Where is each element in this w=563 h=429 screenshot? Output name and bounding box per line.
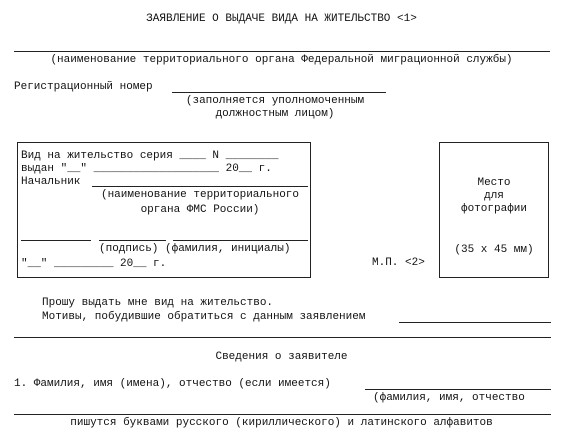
chief-field[interactable] [92, 186, 308, 187]
reg-number-label: Регистрационный номер [14, 81, 153, 93]
chief-label: Начальник [21, 176, 81, 188]
sign-caption: (подпись) (фамилия, инициалы) [99, 243, 291, 255]
item1-label: 1. Фамилия, имя (имена), отчество (если имеется) [14, 378, 331, 390]
permit-issued-line: выдан "__" ___________________ 20__ г. [21, 163, 272, 175]
reg-number-note-2: должностным лицом) [215, 108, 335, 120]
blank-field[interactable] [21, 240, 91, 241]
photo-size: (35 x 45 мм) [454, 244, 534, 256]
motives-field-continued[interactable] [14, 337, 551, 338]
photo-line-3: фотографии [460, 203, 527, 215]
authority-caption: (наименование территориального органа Федеральной миграционной службы) [50, 54, 513, 66]
request-line: Прошу выдать мне вид на жительство. [42, 297, 274, 309]
photo-line-1: Место [477, 177, 511, 189]
permit-box [17, 142, 311, 278]
item1-caption: (фамилия, имя, отчество [373, 392, 525, 404]
item1-field-continued[interactable] [14, 414, 551, 415]
signature-field[interactable] [99, 240, 166, 241]
reg-number-field[interactable] [172, 92, 386, 93]
authority-field[interactable] [14, 51, 550, 52]
reg-number-note-1: (заполняется уполномоченным [185, 95, 365, 107]
name-initials-field[interactable] [173, 240, 308, 241]
permit-date-line: "__" _________ 20__ г. [21, 258, 167, 270]
item1-field[interactable] [365, 389, 551, 390]
photo-line-2: для [484, 190, 504, 202]
motives-field[interactable] [399, 322, 551, 323]
org-caption-2: органа ФМС России) [140, 204, 260, 216]
motives-label: Мотивы, побудившие обратиться с данным заявлением [42, 311, 366, 323]
bottom-caption: пишутся буквами русского (кириллического) и латинского алфавитов [70, 417, 493, 429]
org-caption-1: (наименование территориального [100, 189, 300, 201]
seal-label: М.П. <2> [372, 257, 425, 269]
permit-series-line: Вид на жительство серия ____ N ________ [21, 150, 279, 162]
form-title: ЗАЯВЛЕНИЕ О ВЫДАЧЕ ВИДА НА ЖИТЕЛЬСТВО <1> [146, 13, 417, 25]
section-title: Сведения о заявителе [215, 351, 348, 363]
photo-box [439, 142, 549, 278]
